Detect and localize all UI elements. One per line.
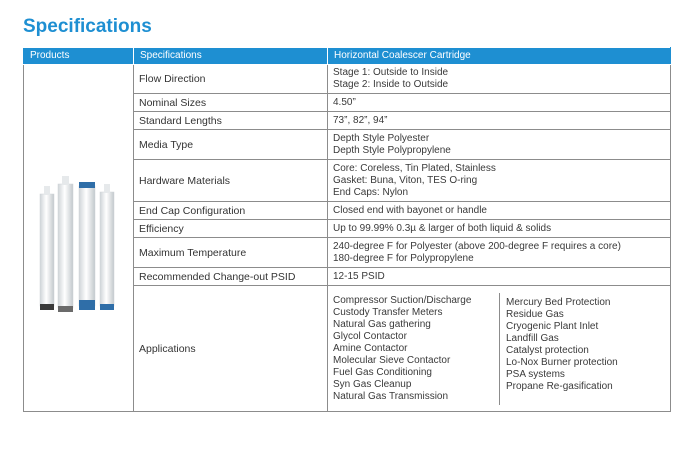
application-item: Natural Gas Transmission [333,390,449,402]
table-header-row [24,48,671,65]
row-value [328,130,671,160]
row-value [328,112,671,130]
application-item: Molecular Sieve Contactor [333,354,451,366]
application-item: Landfill Gas [506,332,559,344]
row-label: Maximum Temperature [134,238,328,268]
row-label: Media Type [134,130,328,160]
header-products: Products [24,48,134,65]
specifications-table [23,47,671,412]
application-item: Mercury Bed Protection [506,296,611,308]
value-line: 4.50” [333,96,356,108]
cartridge-3 [79,182,95,310]
value-line: 180-degree F for Polypropylene [333,252,474,264]
page-title: Specifications [23,16,152,37]
application-item: Compressor Suction/Discharge [333,294,472,306]
applications-value [328,286,671,412]
row-label: End Cap Configuration [134,202,328,220]
table-row [24,65,671,94]
value-line: End Caps: Nylon [333,186,409,198]
application-item: Cryogenic Plant Inlet [506,320,599,332]
row-value [328,202,671,220]
application-item: Custody Transfer Meters [333,306,443,318]
application-item: PSA systems [506,368,565,380]
products-cell [24,65,134,412]
application-item: Fuel Gas Conditioning [333,366,432,378]
application-item: Natural Gas gathering [333,318,431,330]
value-line: 73”, 82”, 94” [333,114,388,126]
row-label: Efficiency [134,220,328,238]
value-line: Closed end with bayonet or handle [333,204,487,216]
cartridge-4 [100,184,114,310]
row-label: Nominal Sizes [134,94,328,112]
row-value [328,238,671,268]
row-label: Flow Direction [134,65,328,94]
row-value [328,65,671,94]
application-item: Amine Contactor [333,342,408,354]
value-line: Gasket: Buna, Viton, TES O-ring [333,174,478,186]
application-item: Glycol Contactor [333,330,407,342]
value-line: Stage 1: Outside to Inside [333,67,449,78]
filter-cartridges-image [34,172,124,322]
application-item: Residue Gas [506,308,564,320]
row-label: Hardware Materials [134,160,328,202]
row-value [328,94,671,112]
value-line: Depth Style Polypropylene [333,144,451,156]
header-specifications: Specifications [134,48,328,65]
value-line: Core: Coreless, Tin Plated, Stainless [333,162,496,174]
value-line: Depth Style Polyester [333,132,430,144]
applications-right-column [506,295,618,403]
value-line: 240-degree F for Polyester (above 200-degree F requires a core) [333,240,621,252]
header-product-name: Horizontal Coalescer Cartridge [328,48,671,65]
applications-left-column [328,293,500,405]
application-item: Syn Gas Cleanup [333,378,412,390]
application-item: Catalyst protection [506,344,589,356]
row-value [328,268,671,286]
value-line: 12-15 PSID [333,270,385,282]
value-line: Up to 99.99% 0.3µ & larger of both liquid & solids [333,222,552,234]
application-item: Propane Re-gasification [506,380,613,392]
row-label: Standard Lengths [134,112,328,130]
row-value [328,160,671,202]
cartridge-2 [58,176,73,312]
cartridge-1 [40,186,54,310]
application-item: Lo-Nox Burner protection [506,356,618,368]
row-value [328,220,671,238]
row-label: Recommended Change-out PSID [134,268,328,286]
value-line: Stage 2: Inside to Outside [333,79,449,90]
applications-label: Applications [134,286,328,412]
